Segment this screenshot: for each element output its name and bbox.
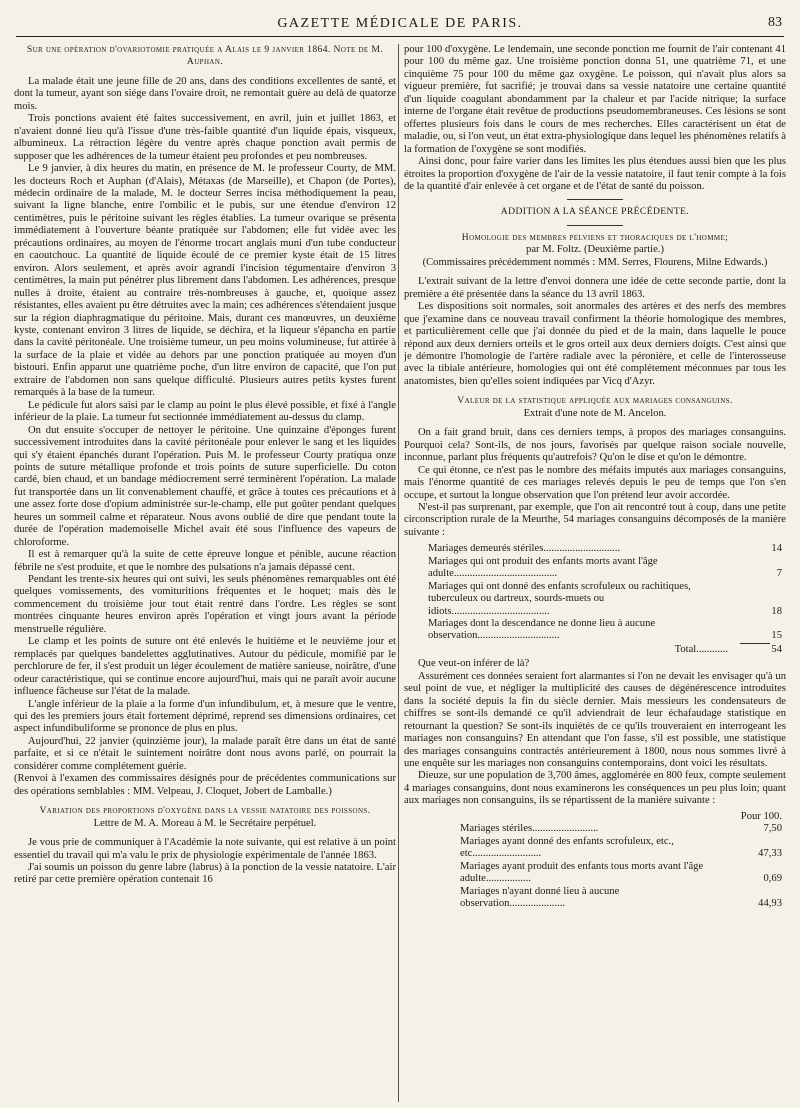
- paragraph: Le clamp et les points de suture ont été enlevés le huitième et le neuvième jour et remplacés par quelques bandelettes agglutinatives. Autour du pédicule, momifié par le perchlorure de fer, il s'est produit un léger écoulement de matière sanieuse, noirâtre, d'une odeur caractéristique, qui se continue encore aujourd'hui, mais qui ne paraît avoir aucune influence fâcheuse sur l'état de la malade.: [14, 636, 396, 698]
- paragraph: Le 9 janvier, à dix heures du matin, en présence de M. le professeur Courty, de MM. les docteurs Roch et Auphan (d'Alais), Métaxas (de Marseille), et Chapon (de Portes), médecin ordinaire de la malade, M. le docteur Serres incisa méthodiquement la peau, suivant la ligne blanche, entre l'ombilic et le pubis, sur une étendue d'environ 12 centimètres, puis le péritoine suivant les règles établies. La tumeur ovarique se présenta immédiatement à l'ouverture béante pratiquée sur l'abdomen; elle fut vidée avec les précautions ordinaires, au moyen de l'énorme trocart anglais muni d'un tube conducteur en caoutchouc. La quantité de liquide écoulé de ce premier kyste était de 15 litres environ. Alors seulement, et après avoir agrandi l'incision tégumentaire d'environ 3 centimètres, la main put pénétrer plus librement dans l'abdomen. Les adhérences, presque nulles à droite, étaient au contraire très-nombreuses à gauche, et, quoique assez résistantes, elles avaient pu être détruites avec la main; ces adhérences s'étendaient jusque sur la région diaphragmatique du péritoine. Mais, durant ces manœuvres, un deuxième kyste, contenant environ 3 litres de liquide, se déchira, et la liqueur s'épancha en partie dans la cavité péritonéale. Une troisième tumeur, un peu moins volumineuse, fut attirée à la surface de la plaie et vidée au dehors par une ponction pratiquée au moyen d'un bistouri. Enfin apparut une quatrième poche, d'un litre environ de capacité, que l'on put extraire de l'abdomen non sans quelque difficulté. Plusieurs autres petits kystes furent remarqués à la base de la tumeur.: [14, 163, 396, 399]
- article-subtitle: Extrait d'une note de M. Ancelon.: [523, 407, 667, 419]
- paragraph: Les dispositions soit normales, soit anormales des artères et des nerfs des membres que j'examine dans ce nouveau travail confirment la théorie homologique des membres, et particulièrement celle que j'ai donnée du pied et de la main, dans laquelle le pouce répond aux deux derniers orteils et le gros orteil aux deux derniers doigts. C'est ainsi que je démontre l'homologie de l'artère radiale avec la péronière, et celle de l'interosseuse avec la tibiale antérieure, homologies qui ont été complétement méconnues par tous les anatomistes, bien qu'elles soient indiquées par Vicq d'Azyr.: [404, 301, 786, 387]
- separator: [567, 199, 623, 200]
- paragraph: pour 100 d'oxygène. Le lendemain, une seconde ponction me fournit de l'air contenant 41 pour 100 du même gaz. Une troisième ponction donna 51, une quatrième 71, et une cinquième 75 pour 100 du même gaz oxygène. Le poisson, qui n'avait plus alors sa vigueur première, fut sacrifié; je trouvai dans sa vessie natatoire une certaine quantité d'un liquide coagulant abondamment par la chaleur et par l'acide nitrique; la surface interne de l'organe était revêtue de productions pseudomembraneuses. Ces lésions se sont offertes plusieurs fois dans le cours de mes recherches. Elles caractérisent un état de maladie, ou, si l'on veut, un état extra-physiologique dans lequel les phénomènes relatifs à la formation de l'oxygène se sont modifiés.: [404, 44, 786, 155]
- paragraph: N'est-il pas surprenant, par exemple, que l'on ait rencontré tout à coup, dans une petite circonscription rurale de la Meurthe, 54 mariages consanguins décomposés de la manière suivante :: [404, 501, 786, 538]
- table-row: [428, 543, 786, 555]
- row-value: 7,50: [763, 823, 782, 835]
- paragraph: Dieuze, sur une population de 3,700 âmes, agglomérée en 800 feux, compte seulement 4 mariages consanguins, dont nous examinerons les conséquences un peu plus loin; quant aux mariages non consanguins, ils se répartissent de la manière suivante :: [404, 770, 786, 807]
- paragraph: J'ai soumis un poisson du genre labre (labrus) à la ponction de la vessie natatoire. L'air retiré par cette première opération contenait 16: [14, 862, 396, 886]
- paragraph: Trois ponctions avaient été faites successivement, en avril, juin et juillet 1863, et n'avaient donné lieu qu'à l'issue d'une très-faible quantité d'un liquide épais, visqueux, albumineux. La rétraction légère du ventre après chaque ponction avait permis de supposer que les adhérences de la tumeur étaient peu profondes et peu nombreuses.: [14, 113, 396, 162]
- article-title: Variation des proportions d'oxygène dans la vessie natatoire des poissons.: [39, 805, 371, 817]
- row-value: 44,93: [758, 898, 782, 909]
- table-row: [460, 836, 786, 861]
- commission-note: (Commissaires précédemment nommés : MM. Serres, Flourens, Milne Edwards.): [422, 256, 768, 268]
- paragraph: Je vous prie de communiquer à l'Académie la note suivante, qui est relative à un point essentiel du travail qui m'a valu le prix de physiologie expérimentale de l'année 1863.: [14, 837, 396, 861]
- row-value: 18: [771, 605, 782, 617]
- percentage-table: [460, 811, 786, 911]
- paragraph: Pendant les trente-six heures qui ont suivi, les seuls phénomènes remarquables ont été quelques vomissements, des vomituritions fréquentes et le hoquet; mais dès le commencement du troisième jour tout était rentré dans l'ordre. Les règles se sont montrées cinquante heures environ après l'opération et vingt jours avant la période menstruelle régulière.: [14, 574, 396, 635]
- row-label: Mariages qui ont produit des enfants morts avant l'âge adulte.......................................: [428, 555, 658, 580]
- page-header: [16, 10, 784, 37]
- row-label: Mariages dont la descendance ne donne lieu à aucune observation...............................: [428, 618, 656, 642]
- paragraph: L'extrait suivant de la lettre d'envoi donnera une idée de cette seconde partie, dont la première a été présentée dans la séance du 13 avril 1863.: [404, 276, 786, 300]
- row-label: Mariages demeurés stériles.............................: [428, 543, 621, 555]
- column-header: Pour 100.: [740, 810, 782, 822]
- article-subtitle: Lettre de M. A. Moreau à M. le Secrétaire perpétuel.: [93, 817, 317, 829]
- paragraph: On a fait grand bruit, dans ces derniers temps, à propos des mariages consanguins. Pourquoi cela? Sont-ils, de nos jours, favorisés par quelque raison sociale nouvelle, inconnue, parlant plus fréquents qu'autrefois? Qu'on le dise et qu'on le démontre.: [404, 427, 786, 464]
- article-title: Valeur de la statistique appliquée aux mariages consanguins.: [457, 395, 733, 407]
- right-column: [404, 44, 786, 1104]
- page-number: 83: [768, 15, 782, 30]
- table-row: [428, 618, 786, 643]
- journal-title: GAZETTE MÉDICALE DE PARIS.: [277, 16, 523, 31]
- statistics-table: [428, 543, 786, 656]
- total-label: Total............: [674, 643, 728, 655]
- article-title: Sur une opération d'ovariotomie pratiquée a Alais le 9 janvier 1864. Note de M. Auphan.: [26, 44, 384, 68]
- column-rule: [398, 44, 399, 1102]
- row-label: Mariages qui ont donné des enfants scrofuleux ou rachitiques, tuberculeux ou dartreux, sourds-muets ou idiots.....................................: [428, 580, 691, 617]
- total-row: [428, 644, 786, 656]
- row-label: Mariages ayant produit des enfants tous morts avant l'âge adulte.................: [460, 860, 704, 885]
- row-value: 47,33: [758, 848, 782, 860]
- row-value: 7: [776, 568, 782, 580]
- table-row: [460, 823, 786, 835]
- paragraph: Assurément ces données seraient fort alarmantes si l'on ne devait les envisager qu'à un seul point de vue, et négliger la multiplicité des causes de dégénérescence introduites dans la société depuis la fin du siècle dernier. Mais messieurs les condensateurs de chiffres se sont-ils demandé ce qu'il adviendrait de leur échafaudage statistique en retournant la question? Se sont-ils inquiétés de ce qu'ils trouveraient en interrogeant les mariages non consanguins? En attendant que l'on fasse, s'il est possible, une statistique des mariages consanguins contractés antérieurement à 1800, nous nous sommes livré à une enquête sur les mariages non consanguins contemporains, dont voici les résultats.: [404, 670, 786, 770]
- table-row: [460, 886, 786, 911]
- paragraph: Aujourd'hui, 22 janvier (quinzième jour), la malade paraît être dans un état de santé parfaite, et si ce n'était le suintement noirâtre dont nous avons parlé, on pourrait la considérer comme complétement guérie.: [14, 735, 396, 772]
- paragraph: Que veut-on inférer de là?: [418, 658, 530, 670]
- row-label: Mariages ayant donné des enfants scrofuleux, etc., etc..........................: [460, 835, 674, 860]
- paragraph: On dut ensuite s'occuper de nettoyer le péritoine. Une quinzaine d'éponges furent successivement introduites dans la cavité péritonéale pour enlever le sang et les liquides qui s'y étaient épanchés durant l'opération. Puis M. le professeur Courty pratiqua onze points de suture métallique profonde et trois points de suture superficielle. Du coton cardé, bien chaud, et un bandage médiocrement serré terminèrent l'opération. La malade fut transportée dans un lit convenablement chauffé, et grâce à toutes ces précautions et à une assez forte dose d'opium administrée sur-le-champ, elle put goûter pendant quelques heures un sommeil calme et réparateur. Nous avons oublié de dire que pendant toute la durée de l'opération mademoiselle Michel avait été sous l'influence des vapeurs de chloroforme.: [14, 424, 396, 548]
- table-row: [428, 556, 786, 581]
- row-value: 0,69: [763, 873, 782, 885]
- left-column: [14, 44, 396, 1104]
- paragraph: La malade était une jeune fille de 20 ans, dans des conditions excellentes de santé, et dont la tumeur, ayant son siége dans l'ovaire droit, ne remontait guère au delà de quatorze mois.: [14, 75, 396, 112]
- paragraph: Le pédicule fut alors saisi par le clamp au point le plus élevé possible, et fixé à l'angle inférieur de la plaie. La tumeur fut sectionnée immédiatement au-dessus du clamp.: [14, 399, 396, 424]
- referral-note: (Renvoi à l'examen des commissaires désignés pour de précédentes communications sur des opérations semblables : MM. Velpeau, J. Cloquet, Jobert de Lamballe.): [14, 773, 396, 797]
- total-value: 54: [771, 643, 782, 655]
- paragraph: Ce qui étonne, ce n'est pas le nombre des méfaits imputés aux mariages consanguins, mais l'énorme quantité de ces mariages relevés depuis le peu de temps que l'on s'en occupe, et surtout la longue observation que l'on prétend leur avoir accordée.: [404, 464, 786, 501]
- separator: [567, 225, 623, 226]
- paragraph: Il est à remarquer qu'à la suite de cette épreuve longue et pénible, aucune réaction fébrile ne s'est produite, et que le nombre des pulsations n'a jamais dépassé cent.: [14, 549, 396, 573]
- table-row: [460, 861, 786, 886]
- paragraph: L'angle inférieur de la plaie a la forme d'un infundibulum, et, à mesure que le ventre, qui des les premiers jours était fortement déprimé, reprend ses dimensions ordinaires, cet aspect infundibuliforme se prononce de plus en plus.: [14, 698, 396, 735]
- row-label: Mariages stériles.........................: [460, 823, 599, 835]
- row-value: 15: [771, 630, 782, 642]
- table-row: [428, 581, 786, 618]
- section-heading: ADDITION A LA SÉANCE PRÉCÉDENTE.: [500, 206, 690, 218]
- article-byline: par M. Foltz. (Deuxième partie.): [526, 244, 664, 256]
- row-value: 14: [771, 543, 782, 555]
- article-title: Homologie des membres pelviens et thoraciques de l'homme;: [461, 231, 729, 243]
- row-label: Mariages n'ayant donné lieu à aucune observation.....................: [460, 885, 620, 909]
- paragraph: Ainsi donc, pour faire varier dans les limites les plus étendues aussi bien que les plus étroites la proportion d'oxygène de l'air de la vessie natatoire, il faut tenir compte à la fois de la quantité d'air enlevée à cet organe et de l'état de santé du poisson.: [404, 156, 786, 192]
